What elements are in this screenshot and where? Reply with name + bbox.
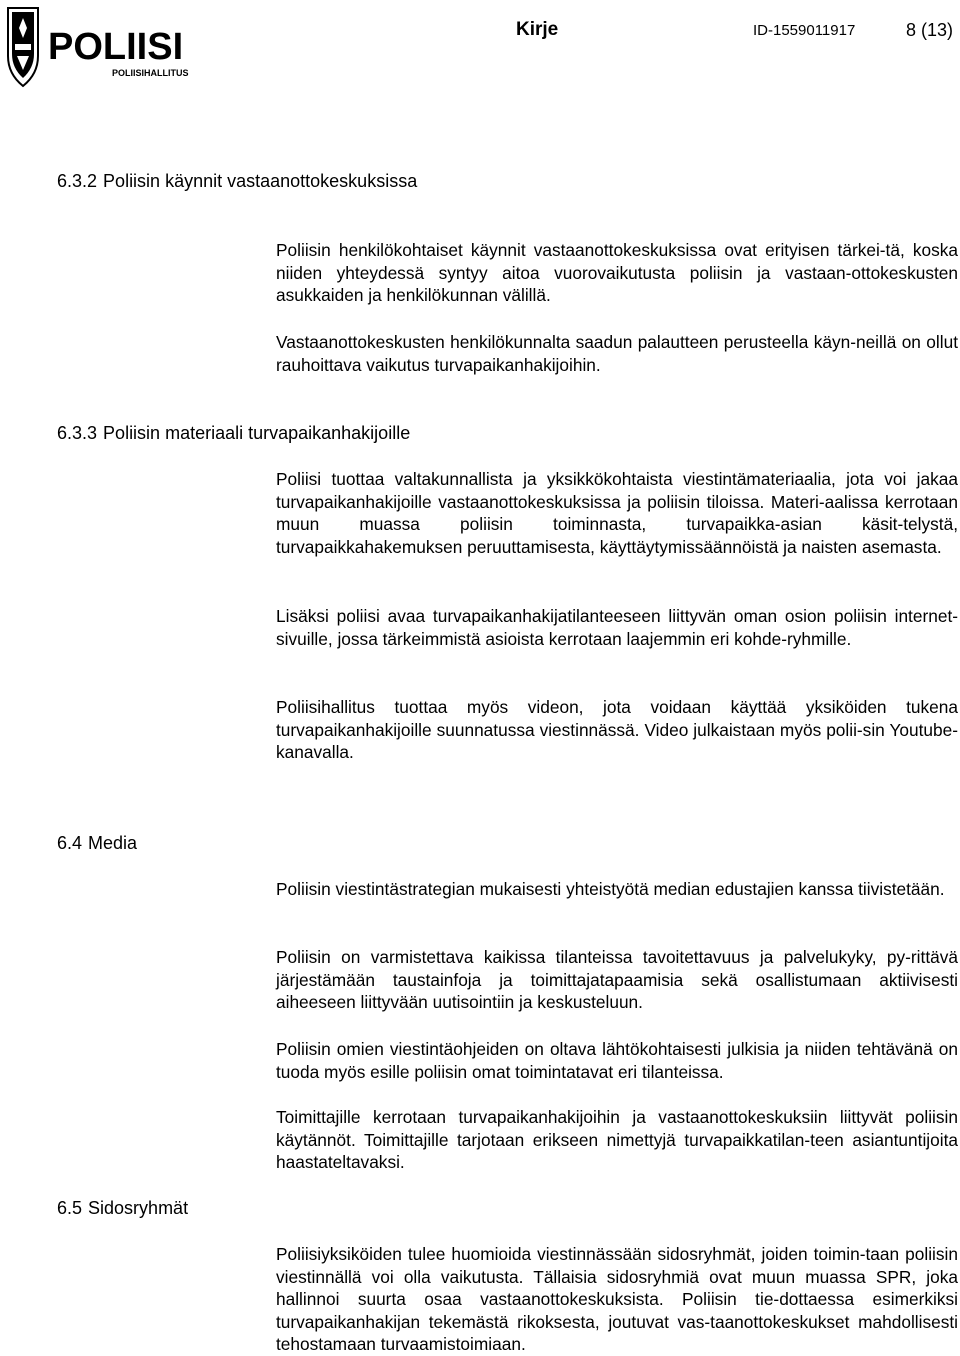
- paragraph: Poliisin omien viestintäohjeiden on oltava lähtökohtaisesti julkisia ja niiden tehtävänä on tuoda myös esille poliisin omat toimintatavat eri tilanteissa.: [276, 1039, 958, 1082]
- section-number: 6.4: [57, 833, 83, 853]
- section-number: 6.5: [57, 1198, 83, 1218]
- poliisi-crest-icon: [2, 4, 212, 90]
- logo-wordmark: POLIISI: [48, 26, 184, 68]
- paragraph: Vastaanottokeskusten henkilökunnalta saadun palautteen perusteella käyn-neillä on ollut rauhoittava vaikutus turvapaikanhakijoihin.: [276, 332, 958, 375]
- paragraph: Toimittajille kerrotaan turvapaikanhakijoihin ja vastaanottokeskuksiin liittyvät poliisin käytännöt. Toimittajille tarjotaan erikseen nimettyjä turvapaikkatilan-teen asiantuntijoita haastateltavaksi.: [276, 1107, 958, 1173]
- section-title: Poliisin materiaali turvapaikanhakijoille: [103, 423, 411, 443]
- paragraph: Poliisin henkilökohtaiset käynnit vastaanottokeskuksissa ovat erityisen tärkei-tä, koska niiden yhteydessä syntyy aitoa vuorovaikutusta poliisin ja vastaan-ottokeskusten asukkaiden ja henkilökunnan välillä.: [276, 240, 958, 306]
- poliisi-logo: [2, 4, 212, 90]
- page-number: 8 (13): [906, 20, 954, 40]
- section-number: 6.3.2: [57, 171, 98, 191]
- paragraph: Poliisin viestintästrategian mukaisesti yhteistyötä median edustajien kanssa tiivistetään.: [276, 879, 945, 899]
- section-heading-6-3-3: [57, 423, 410, 444]
- section-number: 6.3.3: [57, 423, 98, 443]
- paragraph: Poliisihallitus tuottaa myös videon, jota voidaan käyttää yksiköiden tukena turvapaikanhakijoille suunnatussa viestinnässä. Video julkaistaan myös polii-sin Youtube-kanavalla.: [276, 697, 958, 763]
- document-type: Kirje: [516, 19, 559, 40]
- logo-subtext: POLIISIHALLITUS: [112, 68, 189, 78]
- section-title: Sidosryhmät: [88, 1198, 189, 1218]
- section-heading-6-4: [57, 833, 137, 854]
- document-id: ID-1559011917: [753, 22, 856, 39]
- paragraph: Lisäksi poliisi avaa turvapaikanhakijatilanteeseen liittyvän oman osion poliisin internet-sivuille, jossa tärkeimmistä asioista kerrotaan laajemmin eri kohde-ryhmille.: [276, 606, 958, 649]
- section-title: Media: [88, 833, 138, 853]
- paragraph: Poliisin on varmistettava kaikissa tilanteissa tavoitettavuus ja palvelukyky, py-rittävä järjestämään taustainfoja ja toimittajatapaamisia sekä osallistumaan aktiivisesti aiheeseen liittyvään uutisointiin ja keskusteluun.: [276, 947, 958, 1013]
- paragraph: Poliisiyksiköiden tulee huomioida viestinnässään sidosryhmät, joiden toimin-taan poliisin viestinnällä voi olla vaikutusta. Tällaisia sidosryhmiä ovat muun muassa SPR, joka hallinnoi suurta osaa vastaanottokeskuksista. Poliisin tie-dottaessa esimerkiksi turvapaikanhakijan tekemästä rikoksesta, joutuvat vas-taanottokeskukset mahdollisesti tehostamaan turvaamistoimiaan.: [276, 1244, 958, 1355]
- section-heading-6-5: [57, 1198, 188, 1219]
- section-title: Poliisin käynnit vastaanottokeskuksissa: [103, 171, 418, 191]
- section-heading-6-3-2: [57, 171, 417, 192]
- paragraph: Poliisi tuottaa valtakunnallista ja yksikkökohtaista viestintämateriaalia, jota voi jakaa turvapaikanhakijoille vastaanottokeskuksissa ja poliisin tiloissa. Materi-aalissa kerrotaan muun muassa poliisin toiminnasta, turvapaikka-asian käsit-telystä, turvapaikkahakemuksen peruuttamisesta, käyttäytymissäännöistä ja naisten asemasta.: [276, 469, 958, 557]
